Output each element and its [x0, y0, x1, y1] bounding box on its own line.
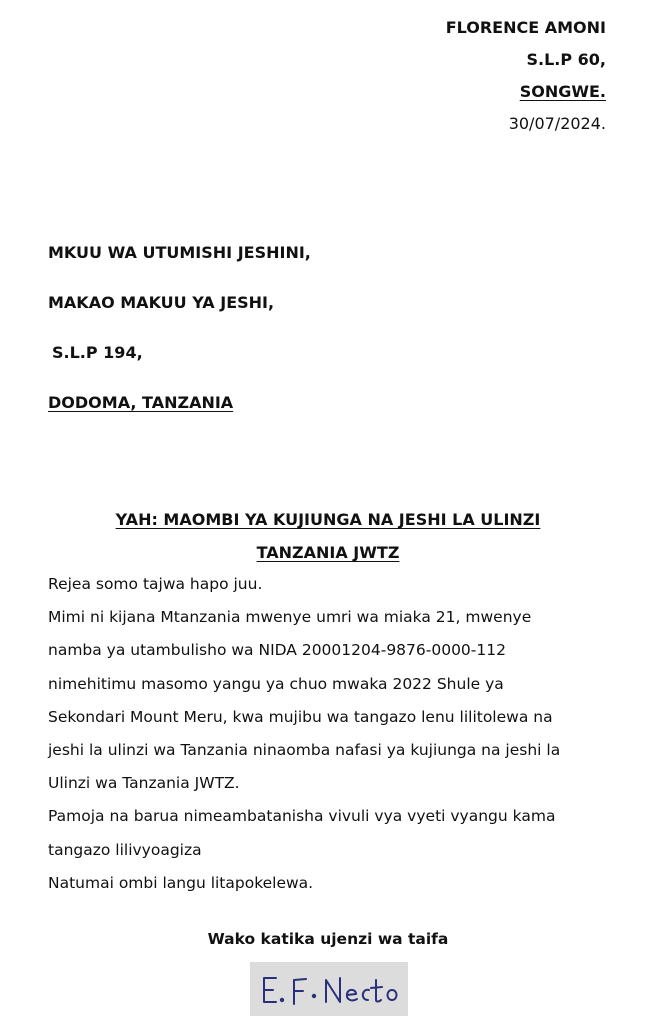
- body-line: namba ya utambulisho wa NIDA 20001204-9876-0000-112: [48, 641, 506, 660]
- recipient-line-3: S.L.P 194,: [52, 343, 143, 362]
- body-line: Mimi ni kijana Mtanzania mwenye umri wa miaka 21, mwenye: [48, 608, 532, 627]
- sender-name: FLORENCE AMONI: [445, 18, 606, 37]
- body-line: nimehitimu masomo yangu ya chuo mwaka 2022 Shule ya: [48, 674, 504, 693]
- body-line: Pamoja na barua nimeambatanisha vivuli vya vyeti vyangu kama: [48, 807, 556, 826]
- body-line: Natumai ombi langu litapokelewa.: [48, 873, 314, 892]
- body-line: Rejea somo tajwa hapo juu.: [48, 575, 263, 593]
- body-line: tangazo lilivyoagiza: [48, 840, 202, 859]
- signature-drawing: [250, 962, 408, 1016]
- subject-line-1: YAH: MAOMBI YA KUJIUNGA NA JESHI LA ULINZI: [115, 510, 541, 529]
- sender-po-box: S.L.P 60,: [526, 50, 606, 69]
- recipient-line-1: MKUU WA UTUMISHI JESHINI,: [48, 243, 311, 262]
- handwritten-signature: [250, 962, 408, 1016]
- subject-line-2: TANZANIA JWTZ: [256, 543, 400, 562]
- subject-heading: [0, 503, 656, 569]
- sender-address-block: [446, 12, 606, 140]
- body-line: Ulinzi wa Tanzania JWTZ.: [48, 774, 240, 793]
- sender-town: SONGWE.: [519, 82, 606, 101]
- recipient-line-4: DODOMA, TANZANIA: [48, 393, 234, 412]
- recipient-address-block: [48, 240, 311, 440]
- closing-line: Wako katika ujenzi wa taifa: [207, 930, 449, 948]
- body-line: Sekondari Mount Meru, kwa mujibu wa tangazo lenu lilitolewa na: [48, 707, 553, 726]
- letter-date: 30/07/2024.: [508, 114, 606, 133]
- body-line: jeshi la ulinzi wa Tanzania ninaomba nafasi ya kujiunga na jeshi la: [48, 741, 561, 760]
- recipient-line-2: MAKAO MAKUU YA JESHI,: [48, 293, 275, 312]
- letter-body: [48, 568, 628, 900]
